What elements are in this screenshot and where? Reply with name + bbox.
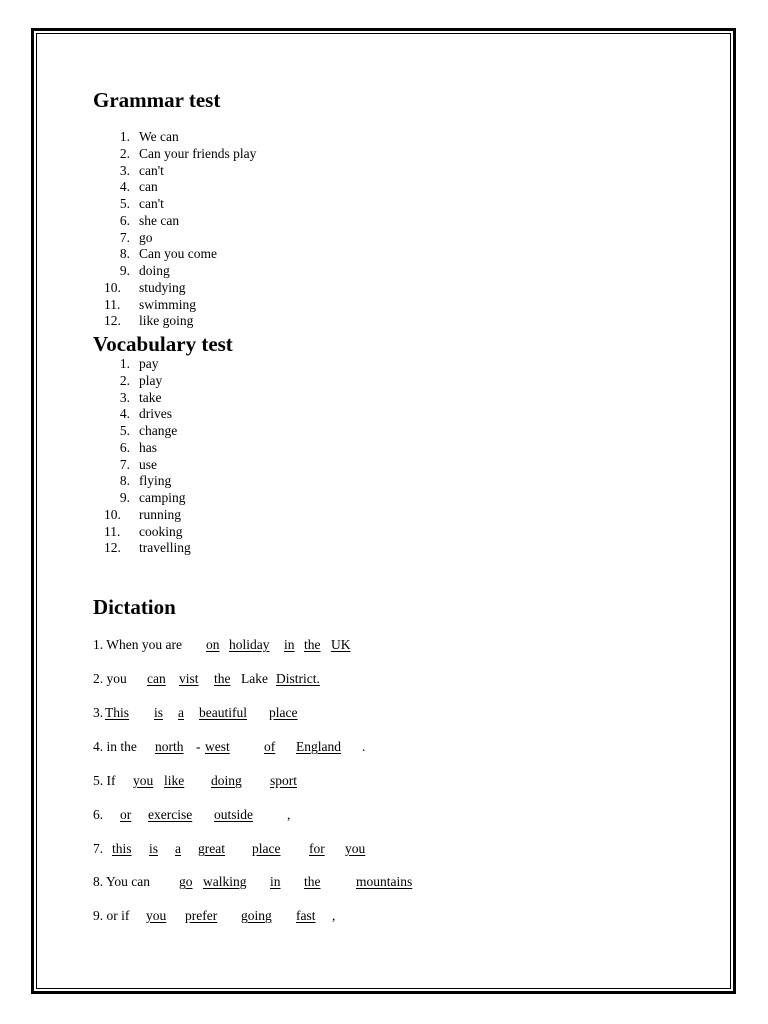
dictation-line-7: 7. this is a great place for you	[93, 841, 366, 856]
dictation-line-5: 5. If you like doing sport	[93, 773, 297, 788]
dictation-line-2: 2. you can vist the Lake District.	[93, 671, 320, 686]
dictation-heading: Dictation	[93, 595, 176, 619]
vocabulary-test-heading: Vocabulary test	[93, 332, 233, 356]
grammar-test-heading: Grammar test	[93, 88, 221, 112]
dictation-line-4: 4. in the north - west of England .	[93, 739, 366, 754]
dictation-line-6: 6. or exercise outside ,	[93, 807, 291, 822]
dictation-line-1: 1. When you are on holiday in the UK	[93, 637, 351, 652]
dictation-line-9: 9. or if you prefer going fast ,	[93, 908, 336, 923]
dictation-line-8: 8. You can go walking in the mountains	[93, 874, 413, 889]
dictation-line-3: 3. This is a beautiful place	[93, 705, 298, 720]
